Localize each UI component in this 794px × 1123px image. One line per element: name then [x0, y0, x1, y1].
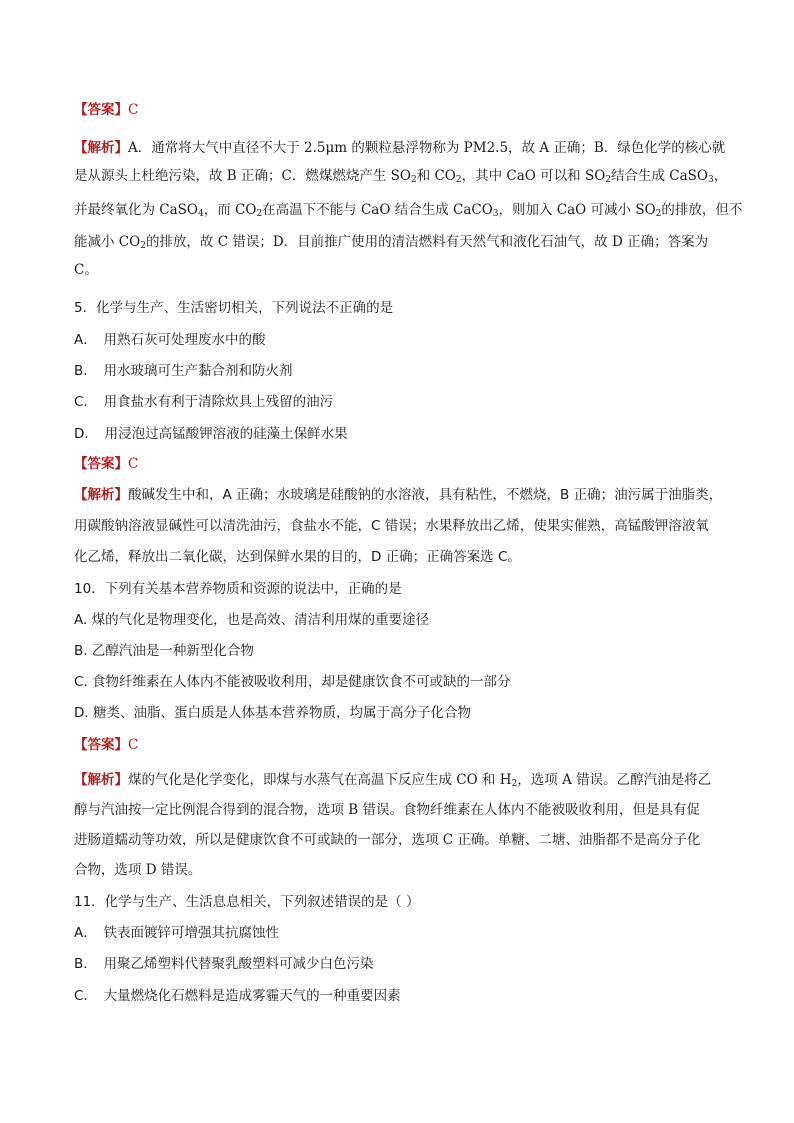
- answer-tag: 【答案】: [74, 102, 128, 118]
- analysis-tag: 【解析】: [74, 772, 128, 788]
- q4-analysis-line-3: 并最终氧化为 CaSO$_4$，而 $CO_2$在高温下不能与 CaO 结合生成 CaCO$_3$，则加入 CaO 可减小 $SO_2$的排放，但不: [74, 202, 743, 219]
- analysis-tag: 【解析】: [74, 487, 128, 503]
- q11-option-c: C． 大量燃烧化石燃料是造成雾霾天气的一种重要因素: [74, 988, 401, 1004]
- answer-value: C: [128, 737, 139, 753]
- q10-analysis-line-4: 合物，选项 D 错误。: [74, 862, 202, 878]
- q10-option-b: B. 乙醇汽油是一种新型化合物: [74, 643, 254, 659]
- q10-analysis-line-2: 醇与汽油按一定比例混合得到的混合物，选项 B 错误。食物纤维素在人体内不能被吸收利用，但是具有促: [74, 802, 701, 818]
- q5-answer-line: [74, 454, 138, 474]
- q10-answer-line: [74, 735, 138, 755]
- answer-tag: 【答案】: [74, 456, 128, 472]
- q4-analysis-line-5: C。: [74, 262, 98, 278]
- q11-option-a: A． 铁表面镀锌可增强其抗腐蚀性: [74, 925, 279, 941]
- q4-analysis-line-1: 【解析】A．通常将大气中直径不大于 2.5μm 的颗粒悬浮物称为 PM2.5，故 A 正确；B．绿色化学的核心就: [74, 140, 726, 156]
- q10-analysis-line-3: 进肠道蠕动等功效，所以是健康饮食不可或缺的一部分，选项 C 正确。单糖、二塘、油脂都不是高分子化: [74, 832, 701, 848]
- q5-analysis-line-2: 用碳酸钠溶液显碱性可以清洗油污，食盐水不能，C 错误；水果释放出乙烯，使果实催熟，高锰酸钾溶液氧: [74, 518, 709, 534]
- q4-analysis-line-4: 能减小 $CO_2$的排放，故 C 错误；D．目前推广使用的清洁燃料有天然气和液化石油气，故 D 正确；答案为: [74, 234, 709, 251]
- q5-option-a: A． 用熟石灰可处理废水中的酸: [74, 332, 266, 348]
- q10-option-d: D. 糖类、油脂、蛋白质是人体基本营养物质，均属于高分子化合物: [74, 705, 471, 721]
- q10-option-c: C. 食物纤维素在人体内不能被吸收利用，却是健康饮食不可或缺的一部分: [74, 674, 511, 690]
- q11-option-b: B． 用聚乙烯塑料代替聚乳酸塑料可减少白色污染: [74, 956, 374, 972]
- q5-stem: 5．化学与生产、生活密切相关，下列说法不正确的是: [74, 300, 394, 316]
- q5-analysis-line-1: 【解析】酸碱发生中和，A 正确；水玻璃是硅酸钠的水溶液，具有粘性，不燃烧，B 正确；油污属于油脂类，: [74, 487, 723, 503]
- answer-tag: 【答案】: [74, 737, 128, 753]
- q10-stem: 10．下列有关基本营养物质和资源的说法中，正确的是: [74, 581, 402, 597]
- answer-value: C: [128, 102, 139, 118]
- q5-option-b: B． 用水玻璃可生产黏合剂和防火剂: [74, 363, 293, 379]
- q11-stem: 11．化学与生产、生活息息相关，下列叙述错误的是（ ）: [74, 894, 420, 910]
- analysis-tag: 【解析】: [74, 140, 128, 156]
- q4-answer-line: [74, 100, 138, 120]
- q4-analysis-line-2: 是从源头上杜绝污染，故 B 正确；C．燃煤燃烧产生 $SO_2$和 $CO_2$，其中 CaO 可以和 $SO_2$结合生成 CaSO$_3$，: [74, 168, 728, 185]
- answer-value: C: [128, 456, 139, 472]
- q5-option-d: D． 用浸泡过高锰酸钾溶液的硅藻土保鲜水果: [74, 426, 348, 442]
- q5-option-c: C． 用食盐水有利于清除炊具上残留的油污: [74, 394, 334, 410]
- q5-analysis-line-3: 化乙烯，释放出二氧化碳，达到保鲜水果的目的，D 正确；正确答案选 C。: [74, 549, 521, 565]
- q10-analysis-line-1: 【解析】煤的气化是化学变化，即煤与水蒸气在高温下反应生成 CO 和 $H_2$，选项 A 错误。乙醇汽油是将乙: [74, 772, 712, 789]
- q10-option-a: A. 煤的气化是物理变化，也是高效、清洁利用煤的重要途径: [74, 612, 430, 628]
